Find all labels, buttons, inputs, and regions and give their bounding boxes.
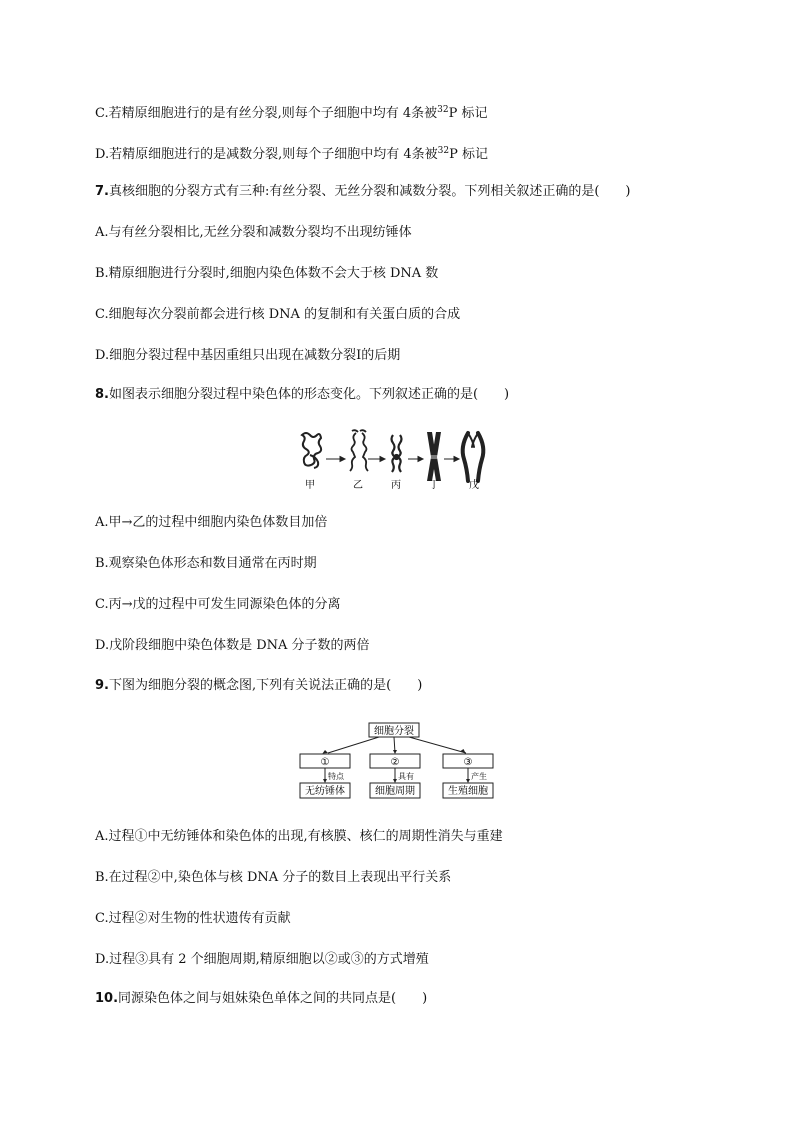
process-node-3: ③ <box>463 757 473 768</box>
leaf-node-3: 生殖细胞 <box>448 786 488 797</box>
process-node-1: ① <box>320 757 330 768</box>
chromosome-stage-bing <box>392 435 402 472</box>
chromatin-stage-jia <box>302 433 321 468</box>
arrow-1 <box>326 457 345 462</box>
q8-option-b: B.观察染色体形态和数目通常在丙时期 <box>95 556 317 571</box>
edge-label-2: 具有 <box>398 772 414 781</box>
stage-label-wu: 戊 <box>469 480 479 491</box>
q8-stem: 8.如图表示细胞分裂过程中染色体的形态变化。下列叙述正确的是( ) <box>95 387 510 402</box>
q8-option-c: C.丙→戊的过程中可发生同源染色体的分离 <box>95 597 341 612</box>
edge-label-1: 特点 <box>328 772 344 781</box>
leaf-node-2: 细胞周期 <box>375 786 415 797</box>
chromosome-morphology-figure <box>296 427 496 491</box>
cell-division-concept-diagram <box>298 722 498 802</box>
q9-option-c: C.过程②对生物的性状遗传有贡献 <box>95 911 291 926</box>
arrow-4 <box>444 457 459 462</box>
stage-label-ding: 丁 <box>429 480 439 491</box>
chromosome-stage-yi <box>350 430 368 471</box>
q7-option-b: B.精原细胞进行分裂时,细胞内染色体数不会大于核 DNA 数 <box>95 266 439 281</box>
q8-option-a: A.甲→乙的过程中细胞内染色体数目加倍 <box>95 515 328 530</box>
q7-option-a: A.与有丝分裂相比,无丝分裂和减数分裂均不出现纺锤体 <box>95 225 412 240</box>
q10-stem: 10.同源染色体之间与姐妹染色单体之间的共同点是( ) <box>95 991 428 1006</box>
stage-label-jia: 甲 <box>305 480 315 491</box>
stage-label-yi: 乙 <box>353 480 363 491</box>
q8-option-d: D.戊阶段细胞中染色体数是 DNA 分子数的两倍 <box>95 638 370 653</box>
arrow-3 <box>408 457 423 462</box>
q9-option-d: D.过程③具有 2 个细胞周期,精原细胞以②或③的方式增殖 <box>95 952 429 967</box>
q6-option-c: C.若精原细胞进行的是有丝分裂,则每个子细胞中均有 4条被$^{32}$P 标记 <box>95 105 488 121</box>
q7-stem: 7.真核细胞的分裂方式有三种:有丝分裂、无丝分裂和减数分裂。下列相关叙述正确的是( ) <box>95 184 631 199</box>
leaf-node-1: 无纺锤体 <box>305 786 345 797</box>
q7-option-d: D.细胞分裂过程中基因重组只出现在减数分裂Ⅰ的后期 <box>95 348 401 363</box>
edge-label-3: 产生 <box>471 772 487 781</box>
q6-option-d: D.若精原细胞进行的是减数分裂,则每个子细胞中均有 4条被$^{32}$P 标记 <box>95 146 488 162</box>
chromosome-stage-ding <box>427 432 441 481</box>
q9-option-a: A.过程①中无纺锤体和染色体的出现,有核膜、核仁的周期性消失与重建 <box>95 829 503 844</box>
process-node-2: ② <box>390 757 400 768</box>
q9-option-b: B.在过程②中,染色体与核 DNA 分子的数目上表现出平行关系 <box>95 870 452 885</box>
chromosome-stage-wu <box>463 433 484 481</box>
q7-option-c: C.细胞每次分裂前都会进行核 DNA 的复制和有关蛋白质的合成 <box>95 307 461 322</box>
stage-label-bing: 丙 <box>391 480 401 491</box>
root-node: 细胞分裂 <box>374 726 414 737</box>
arrow-2 <box>368 457 385 462</box>
q9-stem: 9.下图为细胞分裂的概念图,下列有关说法正确的是( ) <box>95 678 423 693</box>
